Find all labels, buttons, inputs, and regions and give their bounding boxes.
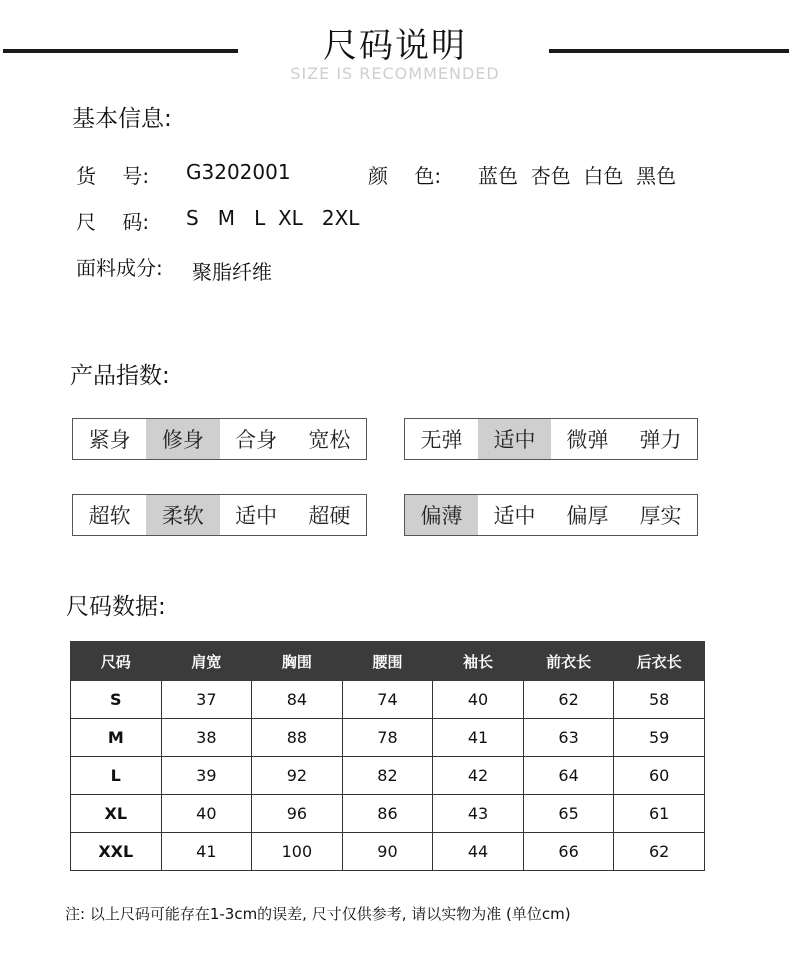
table-cell: 64: [523, 757, 614, 795]
softness-option-selected: 柔软: [146, 495, 219, 535]
table-cell: 90: [342, 833, 433, 871]
table-cell: 41: [433, 719, 524, 757]
column-header: 袖长: [433, 642, 524, 681]
size-cell: XXL: [71, 833, 162, 871]
table-cell: 44: [433, 833, 524, 871]
item-no-value: G3202001: [186, 160, 291, 184]
elasticity-option: 弹力: [639, 428, 682, 452]
basic-info-heading: 基本信息:: [72, 106, 172, 132]
size-label: 尺 码:: [76, 210, 150, 234]
table-cell: 82: [342, 757, 433, 795]
table-cell: 65: [523, 795, 614, 833]
column-header: 肩宽: [161, 642, 252, 681]
thickness-option: 厚实: [639, 504, 682, 528]
table-cell: 63: [523, 719, 614, 757]
table-cell: 60: [614, 757, 705, 795]
fit-option: 合身: [235, 428, 278, 452]
thickness-option: 适中: [493, 504, 536, 528]
column-header: 胸围: [252, 642, 343, 681]
table-cell: 92: [252, 757, 343, 795]
column-header: 前衣长: [523, 642, 614, 681]
table-row: [71, 757, 705, 795]
table-cell: 62: [614, 833, 705, 871]
table-cell: 41: [161, 833, 252, 871]
elasticity-option-selected: 适中: [478, 419, 551, 459]
size-cell: XL: [71, 795, 162, 833]
softness-option: 超硬: [308, 504, 351, 528]
thickness-option-selected: 偏薄: [405, 495, 478, 535]
size-data-heading: 尺码数据:: [66, 594, 166, 620]
color-value: 蓝色 杏色 白色 黑色: [478, 164, 677, 188]
thickness-scale: [404, 494, 698, 536]
size-cell: S: [71, 681, 162, 719]
item-no-label: 货 号:: [76, 164, 150, 188]
color-label: 颜 色:: [368, 164, 442, 188]
column-header: 腰围: [342, 642, 433, 681]
size-table: [70, 641, 705, 871]
softness-option: 适中: [235, 504, 278, 528]
table-cell: 58: [614, 681, 705, 719]
table-row: [71, 719, 705, 757]
product-index-heading: 产品指数:: [70, 363, 170, 389]
table-cell: 37: [161, 681, 252, 719]
table-row: [71, 833, 705, 871]
table-cell: 59: [614, 719, 705, 757]
fit-option: 紧身: [88, 428, 131, 452]
table-cell: 74: [342, 681, 433, 719]
table-cell: 40: [433, 681, 524, 719]
elasticity-option: 无弹: [420, 428, 463, 452]
fit-scale: [72, 418, 367, 460]
table-cell: 61: [614, 795, 705, 833]
page-subtitle: SIZE IS RECOMMENDED: [290, 64, 500, 83]
table-cell: 100: [252, 833, 343, 871]
table-row: [71, 681, 705, 719]
table-cell: 66: [523, 833, 614, 871]
elasticity-option: 微弹: [566, 428, 609, 452]
table-cell: 39: [161, 757, 252, 795]
table-row: [71, 795, 705, 833]
thickness-option: 偏厚: [566, 504, 609, 528]
softness-option: 超软: [88, 504, 131, 528]
size-value: S M L XL 2XL: [186, 206, 360, 230]
table-cell: 88: [252, 719, 343, 757]
table-cell: 43: [433, 795, 524, 833]
softness-scale: [72, 494, 367, 536]
fabric-value: 聚脂纤维: [192, 260, 272, 284]
table-cell: 62: [523, 681, 614, 719]
fit-option-selected: 修身: [146, 419, 219, 459]
size-cell: M: [71, 719, 162, 757]
table-cell: 78: [342, 719, 433, 757]
table-cell: 84: [252, 681, 343, 719]
fabric-label: 面料成分:: [76, 256, 163, 280]
table-cell: 38: [161, 719, 252, 757]
elasticity-scale: [404, 418, 698, 460]
column-header: 尺码: [71, 642, 162, 681]
size-cell: L: [71, 757, 162, 795]
column-header: 后衣长: [614, 642, 705, 681]
table-cell: 42: [433, 757, 524, 795]
table-cell: 86: [342, 795, 433, 833]
table-cell: 40: [161, 795, 252, 833]
footnote: 注: 以上尺码可能存在1-3cm的误差, 尺寸仅供参考, 请以实物为准 (单位cm): [65, 905, 571, 923]
size-table-header: [71, 642, 705, 681]
table-cell: 96: [252, 795, 343, 833]
page-title: 尺码说明: [323, 26, 467, 66]
fit-option: 宽松: [308, 428, 351, 452]
